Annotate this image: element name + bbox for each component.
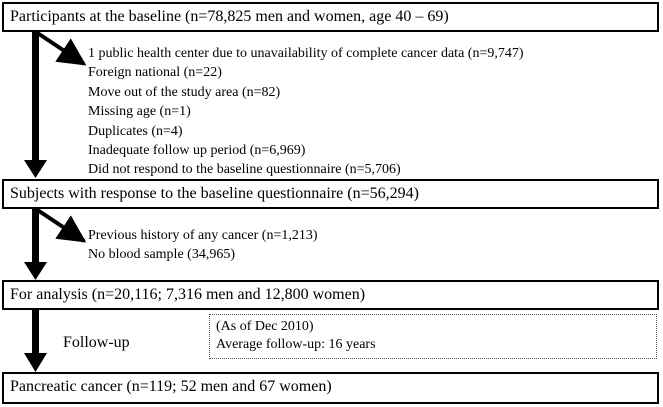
- followup-note: [209, 314, 657, 359]
- exclusion-list-2: [88, 226, 318, 265]
- responders-box: Subjects with response to the baseline questionnaire (n=56,294): [2, 179, 659, 209]
- exclusion-item: Foreign national (n=22): [88, 65, 222, 81]
- down-arrow-3: [24, 310, 47, 372]
- exclusion-item: Did not respond to the baseline questionnaire (n=5,706): [88, 162, 401, 178]
- pancreatic-cancer-box: Pancreatic cancer (n=119; 52 men and 67 women): [2, 372, 659, 404]
- exclusion-arrow-1: [36, 32, 84, 64]
- baseline-participants-box: Participants at the baseline (n=78,825 men and women, age 40 – 69): [2, 2, 659, 32]
- exclusion-item: No blood sample (34,965): [88, 247, 235, 263]
- exclusion-item: Previous history of any cancer (n=1,213): [88, 228, 318, 243]
- exclusion-item: Inadequate follow up period (n=6,969): [88, 143, 306, 159]
- exclusion-item: 1 public health center due to unavailability of complete cancer data (n=9,747): [88, 46, 524, 61]
- followup-average: Average follow-up: 16 years: [216, 337, 376, 352]
- down-arrow-1: [24, 32, 47, 178]
- analysis-box: For analysis (n=20,116; 7,316 men and 12,800 women): [2, 280, 659, 310]
- exclusion-arrow-2: [36, 209, 84, 241]
- exclusion-item: Duplicates (n=4): [88, 123, 183, 139]
- down-arrow-2: [24, 209, 47, 280]
- followup-label: Follow-up: [63, 334, 130, 351]
- followup-date: (As of Dec 2010): [216, 319, 314, 334]
- exclusion-item: Missing age (n=1): [88, 104, 191, 120]
- exclusion-list-1: [88, 44, 524, 180]
- exclusion-item: Move out of the study area (n=82): [88, 84, 281, 100]
